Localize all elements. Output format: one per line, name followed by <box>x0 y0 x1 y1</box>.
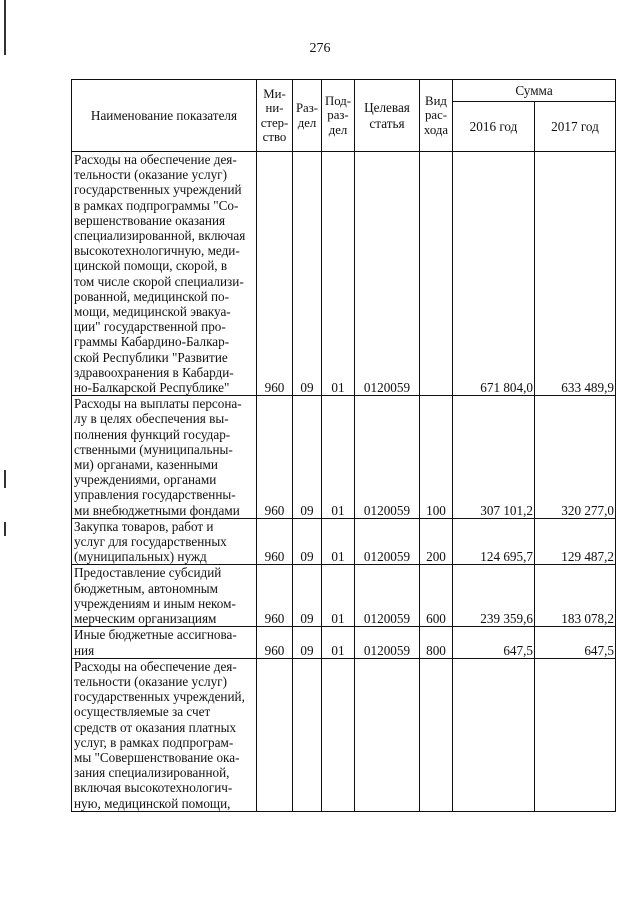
cell-ministry <box>257 658 293 811</box>
cell-sum-2017: 129 487,2 <box>535 518 616 565</box>
cell-section: 09 <box>293 152 322 396</box>
cell-target: 0120059 <box>355 565 420 627</box>
col-header-section: Раз- дел <box>293 80 322 152</box>
cell-sum-2017: 647,5 <box>535 627 616 658</box>
table-row <box>72 627 616 658</box>
table-row <box>72 658 616 811</box>
cell-expense-type: 800 <box>420 627 453 658</box>
margin-mark <box>4 522 6 536</box>
margin-mark <box>4 470 6 488</box>
col-header-subsection: Под- раз- дел <box>322 80 355 152</box>
col-header-2016: 2016 год <box>453 102 535 152</box>
cell-expense-type: 200 <box>420 518 453 565</box>
cell-name: Расходы на обеспечение дея- тельности (оказание услуг) государственных учреждений в рамках подпрограммы "Со- вершенствование оказания специализированной, включая высокотехнологичную, меди- цинской помощи, скорой, в том числе скорой специализи- рованной, медицинской по- мощи, медицинской эвакуа- ции" государственной про- граммы Кабардино-Балкар- ской Республики "Развитие здравоохранения в Кабарди- но-Балкарской Республике" <box>72 152 257 396</box>
col-header-ministry: Ми- ни- стер- ство <box>257 80 293 152</box>
cell-expense-type: 100 <box>420 396 453 519</box>
col-header-name: Наименование показателя <box>72 80 257 152</box>
cell-sum-2017: 183 078,2 <box>535 565 616 627</box>
cell-sum-2017 <box>535 658 616 811</box>
cell-sum-2016: 647,5 <box>453 627 535 658</box>
cell-sum-2016: 239 359,6 <box>453 565 535 627</box>
cell-sum-2016: 307 101,2 <box>453 396 535 519</box>
cell-target: 0120059 <box>355 396 420 519</box>
cell-sum-2017: 633 489,9 <box>535 152 616 396</box>
col-header-2017: 2017 год <box>535 102 616 152</box>
cell-ministry: 960 <box>257 152 293 396</box>
cell-expense-type: 600 <box>420 565 453 627</box>
table-row <box>72 518 616 565</box>
table-row <box>72 396 616 519</box>
col-header-expense-type: Вид рас- хода <box>420 80 453 152</box>
cell-subsection: 01 <box>322 565 355 627</box>
cell-target: 0120059 <box>355 152 420 396</box>
cell-name: Закупка товаров, работ и услуг для государственных (муниципальных) нужд <box>72 518 257 565</box>
cell-ministry: 960 <box>257 565 293 627</box>
table-body <box>72 152 616 812</box>
cell-name: Иные бюджетные ассигнова- ния <box>72 627 257 658</box>
cell-subsection: 01 <box>322 152 355 396</box>
cell-expense-type <box>420 152 453 396</box>
cell-ministry: 960 <box>257 396 293 519</box>
page-number: 276 <box>309 41 331 56</box>
cell-section: 09 <box>293 396 322 519</box>
cell-name: Расходы на выплаты персона- лу в целях обеспечения вы- полнения функций государ- ственными (муниципальны- ми) органами, казенными учреждениями, органами управления государственны- ми внебюджетными фондами <box>72 396 257 519</box>
cell-target: 0120059 <box>355 627 420 658</box>
table-row <box>72 565 616 627</box>
cell-sum-2016 <box>453 658 535 811</box>
cell-section <box>293 658 322 811</box>
cell-subsection: 01 <box>322 518 355 565</box>
cell-sum-2017: 320 277,0 <box>535 396 616 519</box>
cell-sum-2016: 124 695,7 <box>453 518 535 565</box>
col-header-target: Целевая статья <box>355 80 420 152</box>
cell-name: Предоставление субсидий бюджетным, автономным учреждениям и иным неком- мерческим организациям <box>72 565 257 627</box>
budget-table <box>71 79 616 812</box>
cell-subsection <box>322 658 355 811</box>
cell-section: 09 <box>293 565 322 627</box>
cell-section: 09 <box>293 627 322 658</box>
cell-target <box>355 658 420 811</box>
cell-sum-2016: 671 804,0 <box>453 152 535 396</box>
cell-subsection: 01 <box>322 396 355 519</box>
cell-name: Расходы на обеспечение дея- тельности (оказание услуг) государственных учреждений, осуществляемые за счет средств от оказания платных услуг, в рамках подпрограм- мы "Совершенствование ока- зания специализированной, включая высокотехнологич- ную, медицинской помощи, <box>72 658 257 811</box>
table-header <box>72 80 616 152</box>
cell-ministry: 960 <box>257 627 293 658</box>
cell-target: 0120059 <box>355 518 420 565</box>
cell-section: 09 <box>293 518 322 565</box>
col-header-sum: Сумма <box>453 80 616 102</box>
cell-subsection: 01 <box>322 627 355 658</box>
table-row <box>72 152 616 396</box>
cell-ministry: 960 <box>257 518 293 565</box>
cell-expense-type <box>420 658 453 811</box>
